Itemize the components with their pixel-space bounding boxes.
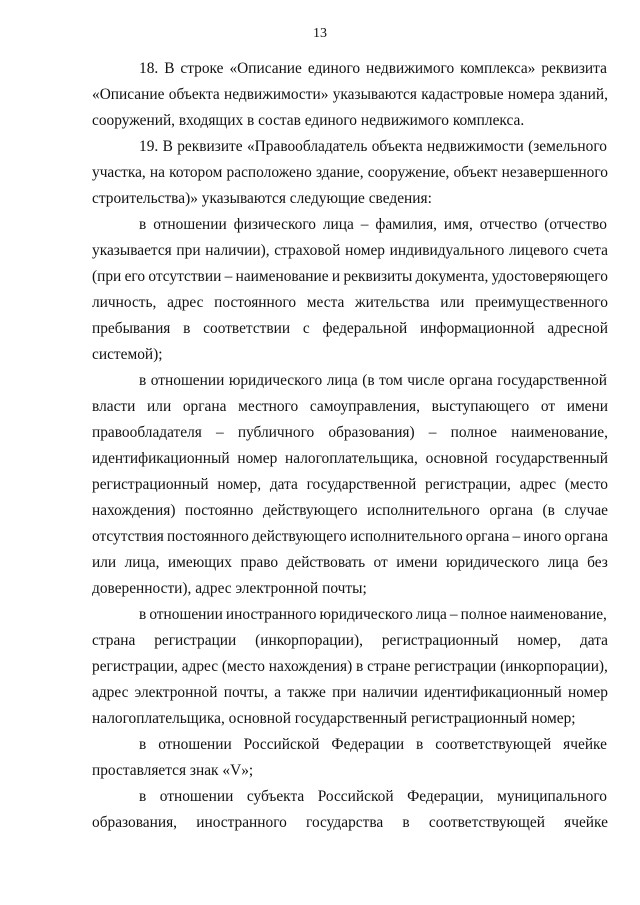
- text-line: в отношении физического лица – фамилия, имя, отчество (отчество: [139, 216, 607, 233]
- text-line: 18. В строке «Описание единого недвижимого комплекса» реквизита: [139, 60, 607, 77]
- text-line: адрес электронной почты, а также при наличии идентификационный номер: [92, 684, 608, 701]
- text-line: сооружений, входящих в состав единого недвижимого комплекса.: [92, 112, 525, 129]
- text-line: в отношении Российской Федерации в соответствующей ячейке: [139, 736, 607, 753]
- text-line: в отношении иностранного юридического лица – полное наименование,: [139, 606, 607, 623]
- text-line: в отношении юридического лица (в том числе органа государственной: [139, 372, 607, 389]
- text-line: налогоплательщика, основной государственный регистрационный номер;: [92, 710, 576, 727]
- text-line: правообладателя – публичного образования) – полное наименование,: [92, 424, 608, 441]
- text-line: доверенности), адрес электронной почты;: [92, 580, 367, 597]
- text-line: или лица, имеющих право действовать от имени юридического лица без: [92, 554, 608, 571]
- text-line: (при его отсутствии – наименование и реквизиты документа, удостоверяющего: [92, 268, 608, 285]
- text-line: личность, адрес постоянного места жительства или преимущественного: [92, 294, 608, 311]
- text-line: указывается при наличии), страховой номер индивидуального лицевого счета: [92, 242, 608, 259]
- text-line: образования, иностранного государства в соответствующей ячейке: [92, 814, 608, 831]
- text-line: регистрационный номер, дата государственной регистрации, адрес (место: [92, 476, 608, 493]
- text-line: идентификационный номер налогоплательщика, основной государственный: [92, 450, 608, 467]
- text-line: пребывания в соответствии с федеральной информационной адресной: [92, 320, 608, 337]
- text-line: системой);: [92, 346, 163, 363]
- page-number: 13: [313, 26, 327, 41]
- text-line: в отношении субъекта Российской Федерации, муниципального: [139, 788, 607, 805]
- text-line: отсутствия постоянного действующего исполнительного органа – иного органа: [92, 528, 608, 545]
- text-line: регистрации, адрес (место нахождения) в стране регистрации (инкорпорации),: [92, 658, 608, 675]
- text-line: 19. В реквизите «Правообладатель объекта недвижимости (земельного: [139, 138, 607, 155]
- text-line: «Описание объекта недвижимости» указываются кадастровые номера зданий,: [92, 86, 608, 103]
- text-line: страна регистрации (инкорпорации), регистрационный номер, дата: [92, 632, 608, 649]
- text-line: строительства)» указываются следующие сведения:: [92, 190, 432, 207]
- text-line: проставляется знак «V»;: [92, 762, 254, 779]
- text-line: власти или органа местного самоуправления, выступающего от имени: [92, 398, 608, 415]
- text-line: нахождения) постоянно действующего исполнительного органа (в случае: [92, 502, 608, 519]
- text-line: участка, на котором расположено здание, сооружение, объект незавершенного: [92, 164, 608, 181]
